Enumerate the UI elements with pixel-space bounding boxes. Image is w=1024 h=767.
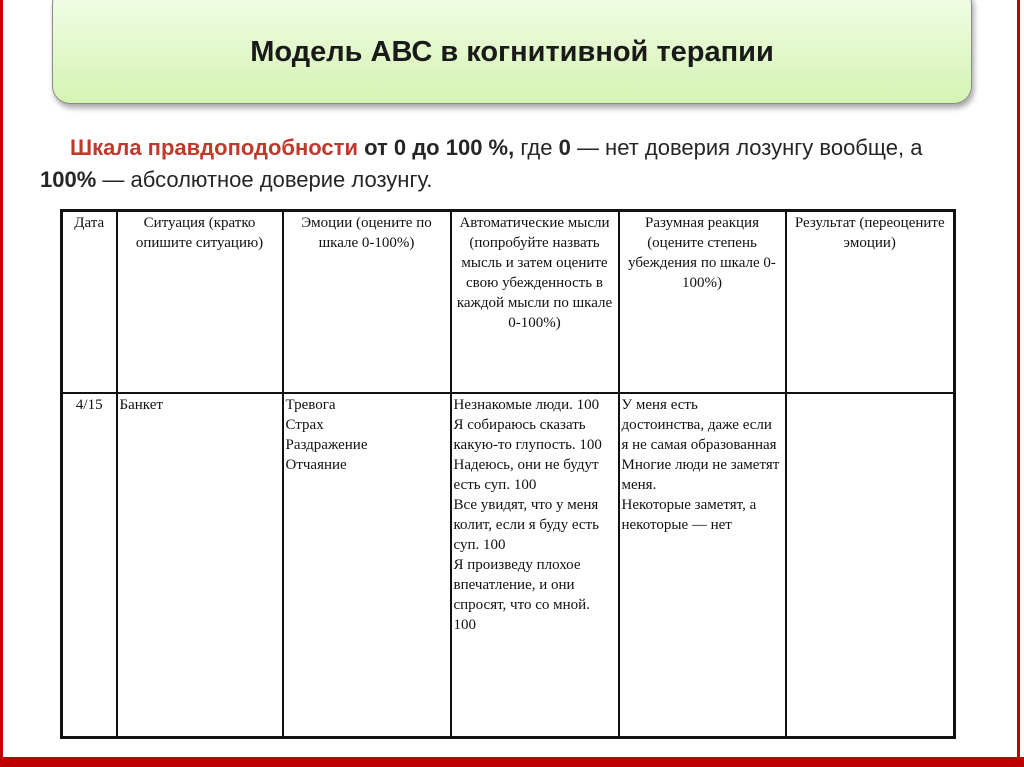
thought-item: Я собираюсь сказать какую-то глупость. 100 <box>453 417 602 453</box>
scale-range: от 0 до 100 %, <box>364 135 515 160</box>
zero-value: 0 <box>558 135 571 160</box>
table-row <box>62 393 955 738</box>
cell-emotions <box>283 393 451 738</box>
header-emotions: Эмоции (оцените по шкале 0-100%) <box>283 211 451 394</box>
hundred-description: — абсолютное доверие лозунгу. <box>96 167 433 192</box>
intro-paragraph <box>40 132 960 196</box>
cell-result <box>786 393 955 738</box>
header-automatic-thoughts: Автоматические мысли (попробуйте назвать мысль и затем оцените свою убежденность в каждой мысли по шкале 0-100%) <box>451 211 619 394</box>
reaction-item: Многие люди не заметят меня. <box>621 457 780 493</box>
thought-item: Незнакомые люди. 100 <box>453 397 600 413</box>
header-situation: Ситуация (кратко опишите ситуацию) <box>117 211 283 394</box>
scale-label: Шкала правдоподобности <box>70 135 358 160</box>
cell-automatic-thoughts <box>451 393 619 738</box>
slide-bottom-border <box>0 757 1024 767</box>
abc-table <box>60 209 956 739</box>
reaction-item: Некоторые заметят, а некоторые — нет <box>621 497 757 533</box>
header-rational-response: Разумная реакция (оцените степень убеждения по шкале 0-100%) <box>619 211 786 394</box>
thought-item: Все увидят, что у меня колит, если я буду есть суп. 100 <box>453 497 599 553</box>
zero-description: — нет доверия лозунгу вообще, а <box>570 135 923 160</box>
thought-item: Надеюсь, они не будут есть суп. 100 <box>453 457 599 493</box>
header-date: Дата <box>62 211 117 394</box>
hundred-value: 100% <box>40 167 97 192</box>
title-banner <box>52 0 972 104</box>
emotion-item: Раздражение <box>285 437 368 453</box>
thought-item: Я произведу плохое впечатление, и они спросят, что со мной. 100 <box>453 557 590 633</box>
reaction-item: У меня есть достоинства, даже если я не самая образованная <box>621 397 777 453</box>
slide-title: Модель АВС в когнитивной терапии <box>250 35 774 68</box>
header-result: Результат (переоцените эмоции) <box>786 211 955 394</box>
emotion-item: Тревога <box>285 397 336 413</box>
cell-situation: Банкет <box>117 393 283 738</box>
slide-left-border <box>0 0 3 767</box>
slide-right-border <box>1017 0 1020 767</box>
emotion-item: Отчаяние <box>285 457 347 473</box>
cell-date: 4/15 <box>62 393 117 738</box>
table-header-row <box>62 211 955 394</box>
emotion-item: Страх <box>285 417 324 433</box>
where-text: где <box>514 135 559 160</box>
cell-rational-response <box>619 393 786 738</box>
